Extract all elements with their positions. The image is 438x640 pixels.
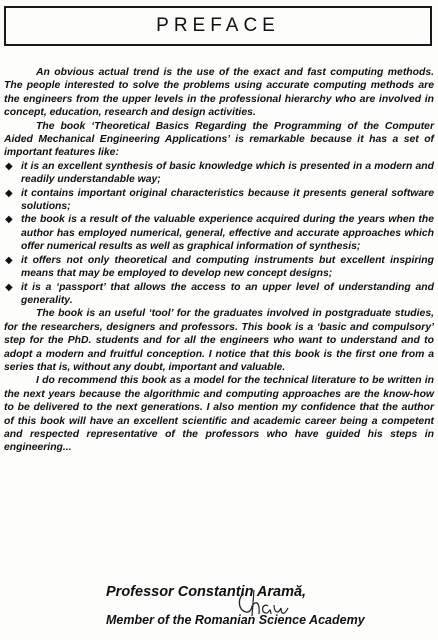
- diamond-bullet-icon: ◆: [5, 254, 13, 266]
- preface-body: [4, 66, 434, 455]
- paragraph-3: The book is an useful ‘tool’ for the graduates involved in postgraduate studies, for the researchers, designers and professors. This book is a ‘basic and compulsory’ step for the PhD. students and for all the engineers who want to understand and to adopt a modern and fruitful conception. I notice that this book is the first one from a series that is, without any doubt, important and valuable.: [4, 308, 434, 373]
- paragraph-1: An obvious actual trend is the use of the exact and fast computing methods. The people interested to solve the problems using accurate computing methods are the engineers from the upper levels in the professional hierarchy who are involved in concept, education, research and design activities.: [4, 67, 434, 119]
- features-list: [4, 160, 434, 307]
- diamond-bullet-icon: ◆: [5, 214, 13, 226]
- list-item-text: it is an excellent synthesis of basic knowledge which is presented in a modern and readily understandable way;: [21, 160, 434, 186]
- list-item-text: it contains important original characteristics because it presents general software solutions;: [21, 187, 434, 213]
- signatory-name: Professor Constantin Aramă,: [106, 584, 307, 600]
- list-item: [4, 254, 434, 281]
- list-item-text: it offers not only theoretical and computing instruments but excellent inspiring means that may be employed to develop new concept designs;: [21, 254, 434, 280]
- diamond-bullet-icon: ◆: [5, 160, 13, 172]
- list-item-text: the book is a result of the valuable experience acquired during the years when the author has employed numerical, general, effective and accurate approaches which offer numerical results as well as graphical information of synthesis;: [21, 214, 434, 253]
- list-item: [4, 281, 434, 308]
- list-item: [4, 187, 434, 214]
- paragraph-4: I do recommend this book as a model for the technical literature to be written in the next years because the algorithmic and computing approaches are the know-how to be delivered to the next generations. I also mention my confidence that the author of this book will have an excellent scientific and academic career being a competent and respected representative of the professors who have guided his steps in engineering...: [4, 375, 434, 454]
- page-title: PREFACE: [156, 15, 280, 36]
- paragraph-2: The book ‘Theoretical Basics Regarding the Programming of the Computer Aided Mechanical Engineering Applications’ is remarkable because it has a set of important features like:: [4, 120, 434, 159]
- diamond-bullet-icon: ◆: [5, 187, 13, 199]
- diamond-bullet-icon: ◆: [5, 281, 13, 293]
- title-box: [4, 6, 432, 46]
- list-item: [4, 160, 434, 187]
- signatory-affiliation: Member of the Romanian Science Academy: [106, 613, 365, 627]
- list-item: [4, 213, 434, 253]
- list-item-text: it is a ‘passport’ that allows the access to an upper level of understanding and generality.: [21, 281, 434, 306]
